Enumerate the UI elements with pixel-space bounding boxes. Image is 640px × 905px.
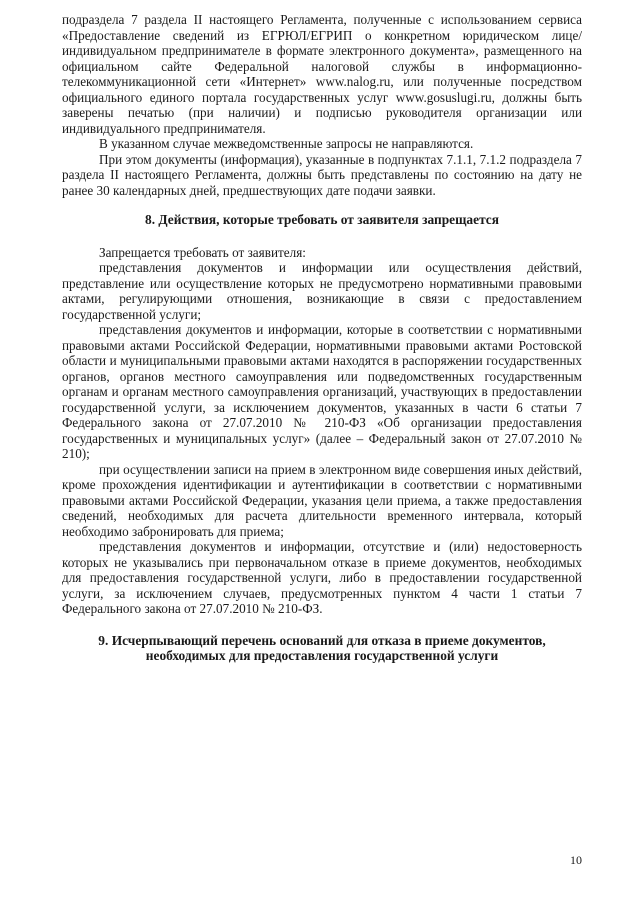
page-number: 10: [570, 853, 582, 867]
section-9-heading: [62, 633, 582, 664]
paragraph: представления документов и информации, отсутствие и (или) недостоверность которых не указывались при первоначальном отказе в приеме документов, необходимых для предоставления государственной услуги, либо в предоставлении государственной услуги, за исключением случаев, предусмотренных пунктом 4 части 1 статьи 7 Федерального закона от 27.07.2010 № 210-ФЗ.: [62, 539, 582, 616]
section-9-heading-line1: 9. Исчерпывающий перечень оснований для отказа в приеме документов,: [98, 632, 546, 648]
paragraph: Запрещается требовать от заявителя:: [99, 244, 306, 260]
paragraph: В указанном случае межведомственные запросы не направляются.: [99, 136, 474, 151]
section-8-heading: 8. Действия, которые требовать от заявителя запрещается: [145, 212, 499, 227]
paragraph: При этом документы (информация), указанные в подпунктах 7.1.1, 7.1.2 подраздела 7 раздела II настоящего Регламента, должны быть представлены по состоянию на дату не ранее 30 календарных дней, предшествующих дате подачи заявки.: [62, 151, 582, 198]
paragraph: представления документов и информации или осуществления действий, представление или осуществление которых не предусмотрено нормативными правовыми актами, регулирующими отношения, возникающие в связи с предоставлением государственной услуги;: [62, 260, 582, 322]
paragraph: представления документов и информации, которые в соответствии с нормативными правовыми актами Российской Федерации, нормативными правовыми актами Ростовской области и муниципальными правовыми актами находятся в распоряжении государственных органов, органов местного самоуправления или подведомственных государственным органам и органам местного самоуправления организаций, участвующих в предоставлении государственной услуги, за исключением документов, указанных в части 6 статьи 7 Федерального закона от 27.07.2010 № 210-ФЗ «Об организации предоставления государственных и муниципальных услуг» (далее – Федеральный закон от 27.07.2010 № 210);: [62, 322, 582, 461]
paragraph: при осуществлении записи на прием в электронном виде совершения иных действий, кроме прохождения идентификации и аутентификации в соответствии с нормативными правовыми актами Российской Федерации, указания цели приема, а также предоставления сведений, необходимых для расчета длительности временного интервала, который необходимо забронировать для приема;: [62, 461, 582, 539]
paragraph: подраздела 7 раздела II настоящего Регламента, полученные с использованием сервиса «Предоставление сведений из ЕГРЮЛ/ЕГРИП о конкретном юридическом лице/индивидуальном предпринимателе в формате электронного документа», размещенного на официальном сайте Федеральной налоговой службы в информационно-телекоммуникационной сети «Интернет» www.nalog.ru, или полученные посредством официального единого портала государственных услуг www.gosuslugi.ru, должны быть заверены печатью (при наличии) и подписью руководителя организации или индивидуального предпринимателя.: [62, 12, 582, 136]
section-9-heading-line2: необходимых для предоставления государственной услуги: [145, 648, 499, 663]
